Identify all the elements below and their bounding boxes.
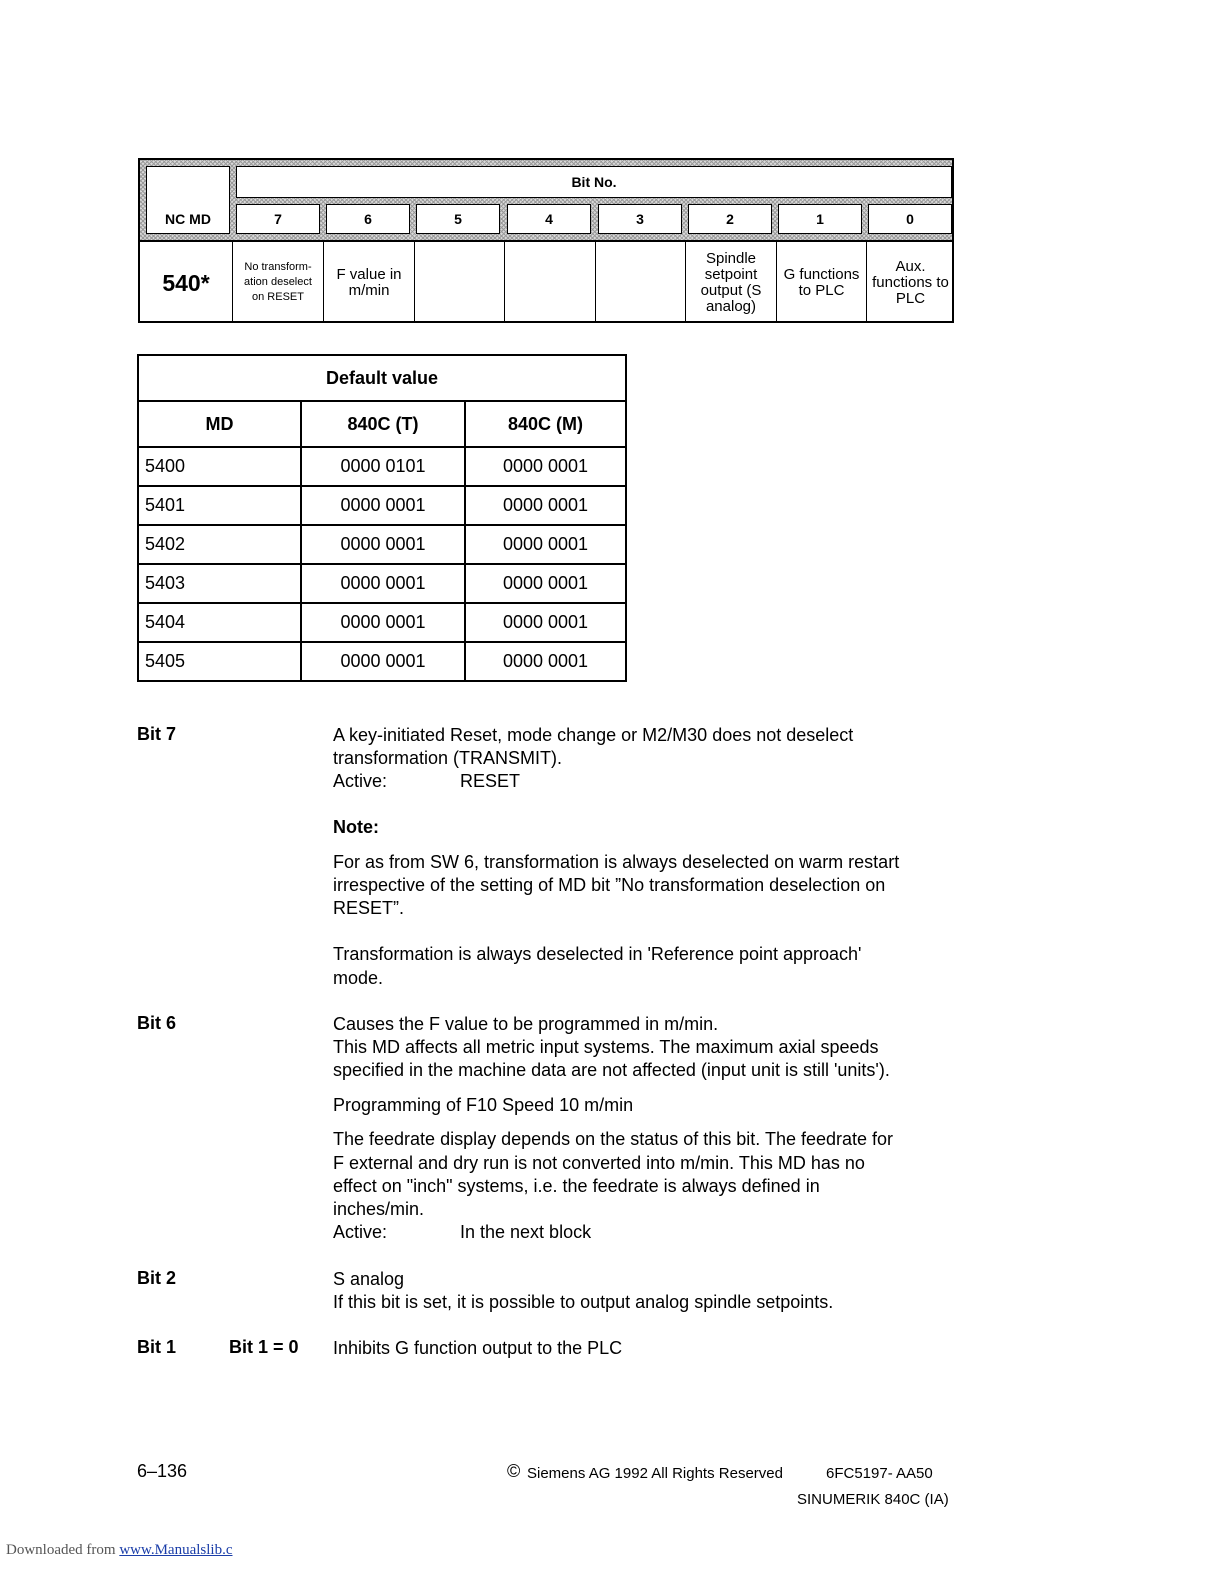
t-value-cell: 0000 0001 xyxy=(301,486,465,525)
bit-2-label: Bit 2 xyxy=(137,1268,177,1288)
bit-table-body xyxy=(140,240,952,323)
bit-7-description: No transform- ation deselect on RESET xyxy=(232,242,323,323)
bit-6-header: 6 xyxy=(326,204,410,234)
download-prefix: Downloaded from xyxy=(6,1542,116,1558)
md-cell: 5400 xyxy=(138,447,301,486)
note-text-1: For as from SW 6, transformation is always deselected on warm restart xyxy=(333,852,900,872)
bit-6-text-4: The feedrate display depends on the status of this bit. The feedrate for xyxy=(333,1129,894,1149)
bit-6-text-5: F external and dry run is not converted into m/min. This MD has no xyxy=(333,1153,865,1173)
table-row xyxy=(138,486,626,525)
document-number: 6FC5197- AA50 xyxy=(826,1465,933,1482)
bit-7-text-1: A key-initiated Reset, mode change or M2/M30 does not deselect xyxy=(333,725,854,745)
note-text-2: irrespective of the setting of MD bit ”No transformation deselection on xyxy=(333,875,886,895)
table-row xyxy=(138,642,626,681)
bit-1-text-1: Inhibits G function output to the PLC xyxy=(333,1338,623,1358)
bit-6-text-6: effect on "inch" systems, i.e. the feedrate is always defined in xyxy=(333,1176,820,1196)
m-value-cell: 0000 0001 xyxy=(465,486,626,525)
bit-6-text-3: specified in the machine data are not affected (input unit is still 'units'). xyxy=(333,1060,890,1080)
bit-7-header: 7 xyxy=(236,204,320,234)
bit-1-description: G functions to PLC xyxy=(776,242,866,323)
col-header-md: MD xyxy=(138,401,301,447)
bit-6-description: F value in m/min xyxy=(323,242,414,323)
bit-5-header: 5 xyxy=(416,204,500,234)
bit-0-header: 0 xyxy=(868,204,952,234)
md-cell: 5401 xyxy=(138,486,301,525)
bit-1-sub-label: Bit 1 = 0 xyxy=(229,1337,299,1357)
bit-5-description xyxy=(414,242,504,323)
t-value-cell: 0000 0101 xyxy=(301,447,465,486)
note-text-4: Transformation is always deselected in 'Reference point approach' xyxy=(333,944,862,964)
col-header-840c-m: 840C (M) xyxy=(465,401,626,447)
table-row xyxy=(138,447,626,486)
note-title: Note: xyxy=(333,817,379,837)
bit-6-active-label: Active: xyxy=(333,1222,388,1242)
t-value-cell: 0000 0001 xyxy=(301,525,465,564)
m-value-cell: 0000 0001 xyxy=(465,564,626,603)
bit-6-label: Bit 6 xyxy=(137,1013,177,1033)
bit-table-header xyxy=(140,160,952,240)
bit-3-description xyxy=(595,242,685,323)
m-value-cell: 0000 0001 xyxy=(465,642,626,681)
md-cell: 5404 xyxy=(138,603,301,642)
col-header-840c-t: 840C (T) xyxy=(301,401,465,447)
bit-7-label: Bit 7 xyxy=(137,724,177,744)
m-value-cell: 0000 0001 xyxy=(465,447,626,486)
manualslib-link[interactable]: www.Manualslib.c xyxy=(119,1542,233,1558)
bit-6-programming: Programming of F10 Speed 10 m/min xyxy=(333,1095,634,1115)
md-cell: 5402 xyxy=(138,525,301,564)
bit-1-label: Bit 1 xyxy=(137,1337,177,1357)
nc-md-label: NC MD xyxy=(146,166,230,234)
copyright-text: Siemens AG 1992 All Rights Reserved xyxy=(527,1465,783,1482)
m-value-cell: 0000 0001 xyxy=(465,603,626,642)
bit-7-active-label: Active: xyxy=(333,771,388,791)
table-row xyxy=(138,525,626,564)
bit-no-label: Bit No. xyxy=(236,166,952,198)
bit-6-active-value: In the next block xyxy=(460,1222,592,1242)
bit-6-text-2: This MD affects all metric input systems. The maximum axial speeds xyxy=(333,1037,879,1057)
page-number: 6–136 xyxy=(137,1461,188,1481)
note-text-5: mode. xyxy=(333,968,384,988)
note-text-3: RESET”. xyxy=(333,898,405,918)
bit-7-text-2: transformation (TRANSMIT). xyxy=(333,748,563,768)
bit-7-active-value: RESET xyxy=(460,771,521,791)
md-cell: 5403 xyxy=(138,564,301,603)
t-value-cell: 0000 0001 xyxy=(301,642,465,681)
bit-3-header: 3 xyxy=(598,204,682,234)
bit-6-text-1: Causes the F value to be programmed in m/min. xyxy=(333,1014,719,1034)
default-value-table xyxy=(137,354,627,682)
bit-2-text-2: If this bit is set, it is possible to output analog spindle setpoints. xyxy=(333,1292,834,1312)
m-value-cell: 0000 0001 xyxy=(465,525,626,564)
bit-4-header: 4 xyxy=(507,204,591,234)
download-source xyxy=(6,1542,251,1559)
t-value-cell: 0000 0001 xyxy=(301,603,465,642)
bit-1-header: 1 xyxy=(778,204,862,234)
bit-4-description xyxy=(504,242,595,323)
bit-table xyxy=(138,158,954,323)
md-cell: 5405 xyxy=(138,642,301,681)
bit-0-description: Aux. functions to PLC xyxy=(866,242,954,323)
bit-6-text-7: inches/min. xyxy=(333,1199,425,1219)
table-row xyxy=(138,564,626,603)
product-name: SINUMERIK 840C (IA) xyxy=(797,1491,949,1508)
table-row xyxy=(138,603,626,642)
t-value-cell: 0000 0001 xyxy=(301,564,465,603)
default-value-title: Default value xyxy=(138,355,626,401)
bit-2-header: 2 xyxy=(688,204,772,234)
md-number: 540* xyxy=(162,269,210,296)
bit-2-description: Spindle setpoint output (S analog) xyxy=(685,242,776,323)
copyright-symbol: © xyxy=(507,1461,521,1481)
bit-2-text-1: S analog xyxy=(333,1269,405,1289)
